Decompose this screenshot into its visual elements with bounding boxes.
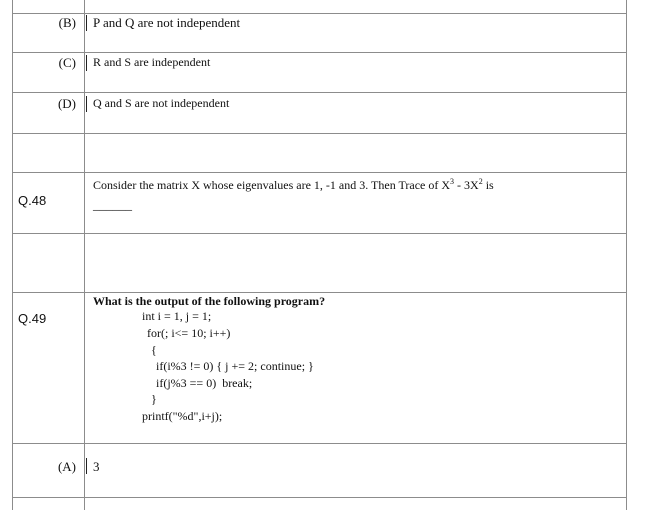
question-48-number: Q.48	[18, 193, 47, 208]
option-c-text: R and S are independent	[93, 55, 211, 69]
option-c-label: (C)	[58, 55, 76, 70]
row-divider	[12, 172, 626, 173]
code-line: printf("%d",i+j);	[142, 409, 223, 423]
option-a-text: 3	[93, 459, 100, 474]
table-border-left	[12, 0, 13, 510]
exponent-3: 3	[450, 177, 455, 186]
row-divider	[12, 13, 626, 14]
question-49-number: Q.49	[18, 311, 47, 326]
code-line: }	[151, 392, 157, 406]
row-divider	[12, 92, 626, 93]
answer-blank: ______	[93, 197, 132, 212]
option-d-text: Q and S are not independent	[93, 96, 230, 110]
row-divider	[12, 133, 626, 134]
row-divider	[12, 233, 626, 234]
row-divider	[12, 292, 626, 293]
table-border-right	[626, 0, 627, 510]
column-divider	[84, 0, 85, 510]
row-divider	[12, 443, 626, 444]
code-line: int i = 1, j = 1;	[142, 309, 212, 323]
question-49-text: What is the output of the following program?	[93, 294, 326, 308]
question-48-text-a: Consider the matrix X whose eigenvalues are 1, -1 and 3. Then Trace of X	[93, 178, 451, 192]
row-divider	[12, 497, 626, 498]
code-line: if(i%3 != 0) { j += 2; continue; }	[156, 359, 314, 373]
code-line: if(j%3 == 0) break;	[156, 376, 253, 390]
option-separator	[86, 458, 87, 474]
option-separator	[86, 55, 87, 71]
option-a-label: (A)	[57, 459, 76, 474]
exponent-2: 2	[478, 177, 483, 186]
option-d-label: (D)	[57, 96, 76, 111]
row-divider	[12, 52, 626, 53]
question-48-text	[93, 178, 494, 193]
code-line: for(; i<= 10; i++)	[147, 326, 231, 340]
option-separator	[86, 15, 87, 31]
question-48-text-c: is	[482, 178, 494, 192]
code-line: {	[151, 343, 157, 357]
option-b-label: (B)	[58, 15, 76, 30]
option-separator	[86, 96, 87, 112]
option-b-text: P and Q are not independent	[93, 15, 241, 30]
question-48-text-b: - 3X	[454, 178, 479, 192]
